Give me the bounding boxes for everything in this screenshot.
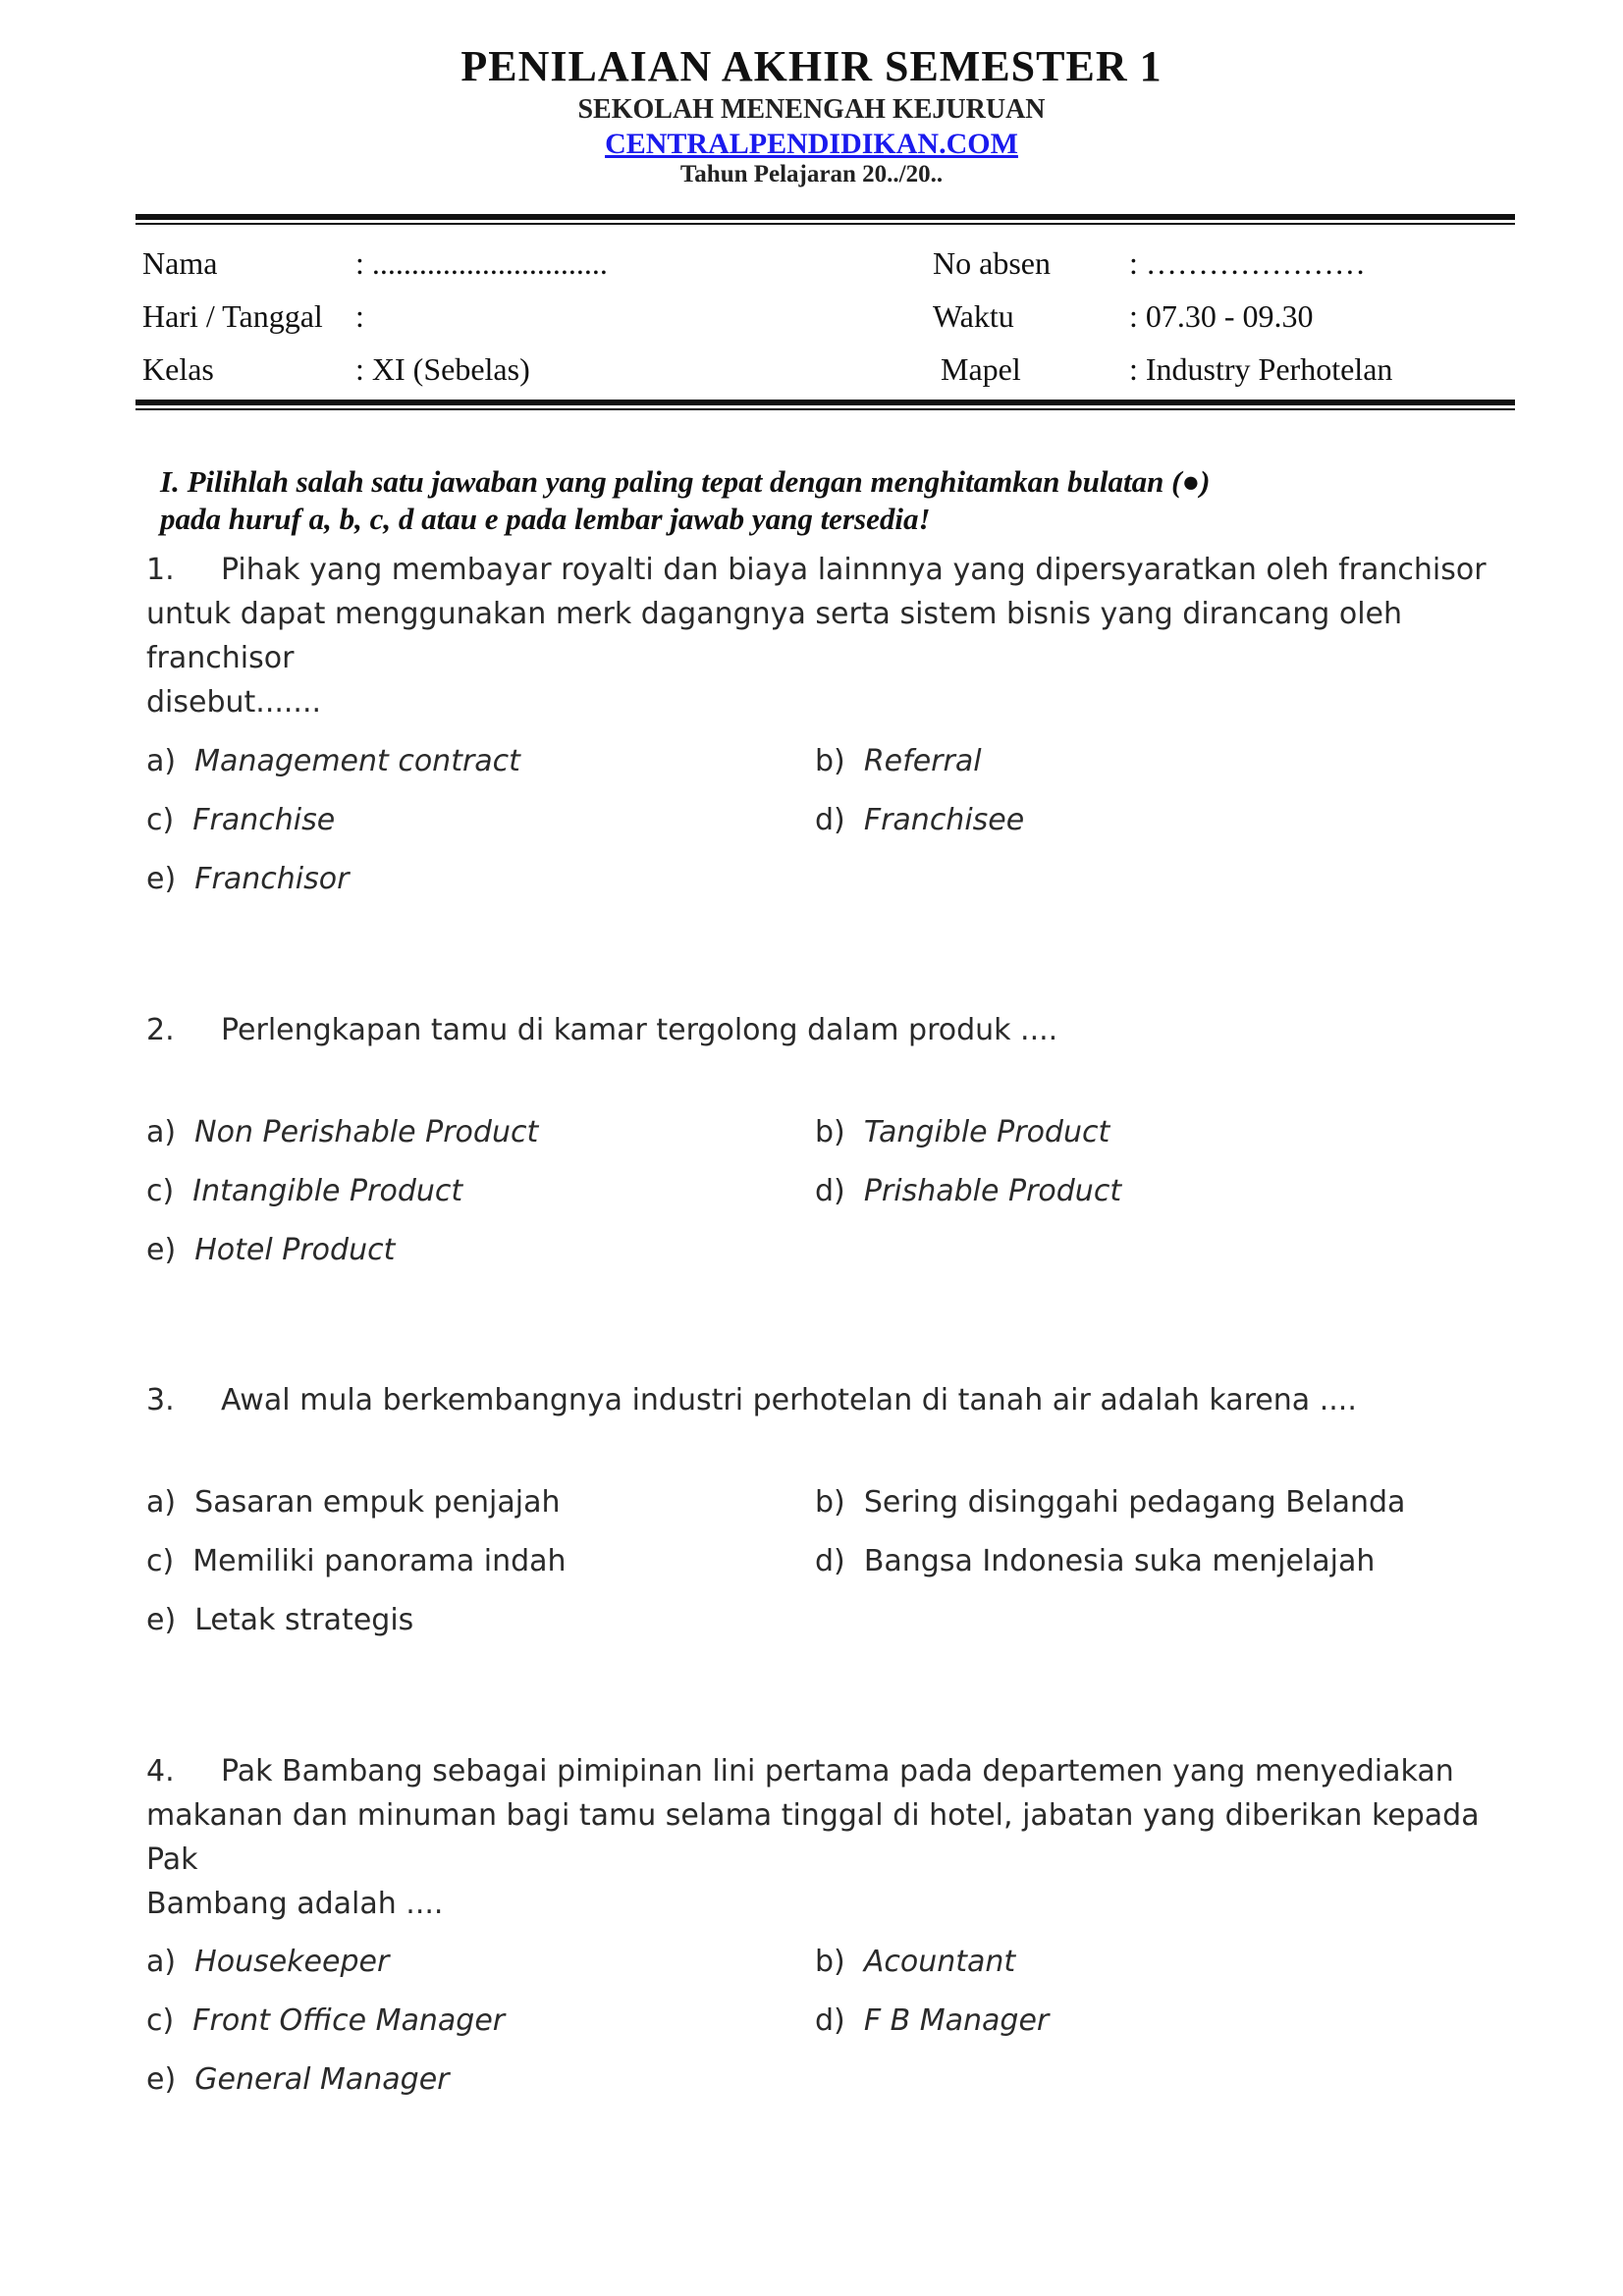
hari-tanggal-label: Hari / Tanggal xyxy=(142,298,323,334)
question-text-line-1: Perlengkapan tamu di kamar tergolong dalam produk .... xyxy=(221,1013,1058,1047)
top-rule-thin xyxy=(135,223,1515,225)
option-letter: d) xyxy=(815,1544,845,1578)
question-number: 3. xyxy=(146,1383,175,1417)
kelas-label: Kelas xyxy=(142,351,214,387)
bottom-rule-thin xyxy=(135,408,1515,410)
option-letter: e) xyxy=(146,1233,177,1267)
option-letter: a) xyxy=(146,1485,177,1520)
question-4 xyxy=(146,1749,1501,1926)
nama-label: Nama xyxy=(142,245,218,281)
question-1 xyxy=(146,548,1501,724)
q2-option-c[interactable] xyxy=(146,1174,462,1208)
option-text: Housekeeper xyxy=(194,1945,390,1979)
option-letter: e) xyxy=(146,2062,177,2097)
question-text-line-3: Bambang adalah .... xyxy=(146,1887,444,1921)
option-letter: c) xyxy=(146,2003,175,2038)
instruction-line-1: I. Pilihlah salah satu jawaban yang paling tepat dengan menghitamkan bulatan (●) xyxy=(160,464,1211,499)
option-letter: a) xyxy=(146,1945,177,1979)
instruction-line-2: pada huruf a, b, c, d atau e pada lembar jawab yang tersedia! xyxy=(160,502,931,536)
option-text: Management contract xyxy=(194,744,520,778)
waktu-field: : 07.30 - 09.30 xyxy=(1129,298,1314,334)
waktu-label: Waktu xyxy=(933,298,1014,334)
question-text-line-1: Pak Bambang sebagai pimipinan lini pertama pada departemen yang menyediakan xyxy=(221,1754,1454,1789)
q1-option-b[interactable] xyxy=(815,744,982,778)
option-letter: a) xyxy=(146,1115,177,1149)
option-text: Tangible Product xyxy=(863,1115,1110,1149)
option-text: F B Manager xyxy=(863,2003,1050,2038)
option-letter: b) xyxy=(815,744,845,778)
q4-option-d[interactable] xyxy=(815,2003,1049,2038)
option-letter: b) xyxy=(815,1115,845,1149)
q2-option-b[interactable] xyxy=(815,1115,1109,1149)
option-letter: d) xyxy=(815,2003,845,2038)
option-text: Franchisee xyxy=(863,803,1025,837)
q4-option-b[interactable] xyxy=(815,1945,1015,1979)
q4-option-a[interactable] xyxy=(146,1945,389,1979)
question-number: 1. xyxy=(146,553,175,587)
academic-year: Tahun Pelajaran 20../20.. xyxy=(679,161,944,187)
q2-option-a[interactable] xyxy=(146,1115,538,1149)
option-text: Hotel Product xyxy=(194,1233,396,1267)
q1-option-a[interactable] xyxy=(146,744,520,778)
q2-option-d[interactable] xyxy=(815,1174,1121,1208)
option-letter: b) xyxy=(815,1485,845,1520)
question-number: 2. xyxy=(146,1013,175,1047)
school-name: SEKOLAH MENENGAH KEJURUAN xyxy=(577,94,1046,125)
hari-tanggal-field[interactable]: : xyxy=(355,298,364,334)
option-text: Franchisor xyxy=(194,862,350,896)
option-text: Acountant xyxy=(863,1945,1016,1979)
bottom-rule-thick xyxy=(135,400,1515,405)
option-text: Front Office Manager xyxy=(192,2003,506,2038)
site-link-text[interactable]: CENTRALPENDIDIKAN.COM xyxy=(605,128,1018,160)
option-text: Prishable Product xyxy=(863,1174,1122,1208)
mapel-label: Mapel xyxy=(941,351,1021,387)
q1-option-e[interactable] xyxy=(146,862,349,896)
option-text: Intangible Product xyxy=(192,1174,463,1208)
top-rule-thick xyxy=(135,214,1515,220)
option-letter: d) xyxy=(815,1174,845,1208)
option-text: Sering disinggahi pedagang Belanda xyxy=(863,1485,1406,1520)
exam-title: PENILAIAN AKHIR SEMESTER 1 xyxy=(460,42,1163,90)
question-text-line-2: untuk dapat menggunakan merk dagangnya serta sistem bisnis yang dirancang oleh franchisor xyxy=(146,597,1403,675)
question-text-line-2: makanan dan minuman bagi tamu selama tinggal di hotel, jabatan yang diberikan kepada Pak xyxy=(146,1798,1480,1877)
option-letter: c) xyxy=(146,803,175,837)
q1-option-d[interactable] xyxy=(815,803,1024,837)
mapel-field: : Industry Perhotelan xyxy=(1129,351,1393,387)
no-absen-label: No absen xyxy=(933,245,1051,281)
option-text: Franchise xyxy=(192,803,336,837)
option-letter: e) xyxy=(146,1603,177,1637)
option-letter: d) xyxy=(815,803,845,837)
nama-field[interactable]: : .............................. xyxy=(355,245,608,281)
question-text-line-1: Pihak yang membayar royalti dan biaya lainnnya yang dipersyaratkan oleh franchisor xyxy=(221,553,1487,587)
question-text-line-1: Awal mula berkembangnya industri perhotelan di tanah air adalah karena .... xyxy=(221,1383,1357,1417)
no-absen-field[interactable]: : ………………… xyxy=(1129,245,1366,281)
q3-option-c[interactable] xyxy=(146,1544,567,1578)
q4-option-c[interactable] xyxy=(146,2003,505,2038)
q1-option-c[interactable] xyxy=(146,803,335,837)
option-text: Letak strategis xyxy=(194,1603,414,1637)
option-letter: c) xyxy=(146,1544,175,1578)
q2-option-e[interactable] xyxy=(146,1233,395,1267)
option-text: Memiliki panorama indah xyxy=(192,1544,567,1578)
option-letter: c) xyxy=(146,1174,175,1208)
question-text-line-3: disebut....... xyxy=(146,685,322,720)
option-text: Bangsa Indonesia suka menjelajah xyxy=(863,1544,1376,1578)
q3-option-e[interactable] xyxy=(146,1603,413,1637)
option-letter: a) xyxy=(146,744,177,778)
q3-option-b[interactable] xyxy=(815,1485,1405,1520)
question-3 xyxy=(146,1378,1501,1422)
question-2 xyxy=(146,1008,1501,1052)
question-number: 4. xyxy=(146,1754,175,1789)
option-letter: e) xyxy=(146,862,177,896)
option-text: Referral xyxy=(863,744,982,778)
q3-option-a[interactable] xyxy=(146,1485,561,1520)
kelas-field: : XI (Sebelas) xyxy=(355,351,530,387)
option-text: General Manager xyxy=(194,2062,450,2097)
q4-option-e[interactable] xyxy=(146,2062,450,2097)
q3-option-d[interactable] xyxy=(815,1544,1375,1578)
option-letter: b) xyxy=(815,1945,845,1979)
option-text: Sasaran empuk penjajah xyxy=(194,1485,561,1520)
option-text: Non Perishable Product xyxy=(194,1115,539,1149)
site-link[interactable] xyxy=(0,128,1623,161)
